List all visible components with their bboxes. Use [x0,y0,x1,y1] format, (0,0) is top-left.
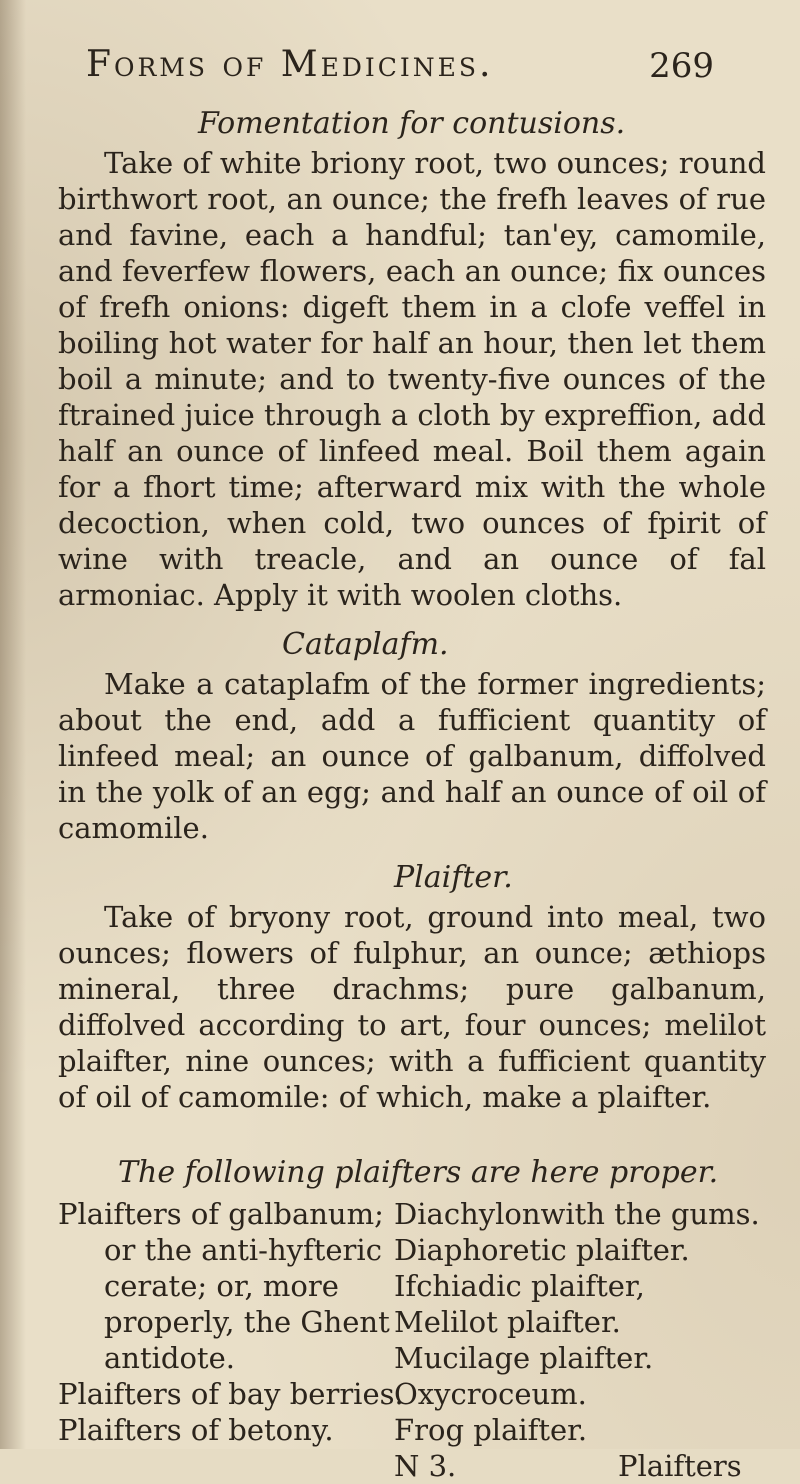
list-row [58,1232,766,1268]
list-row [58,1340,766,1376]
following-heading: The following plaifters are here proper. [118,1155,719,1190]
binding-shadow [0,0,26,1449]
cataplasm-heading: Cataplafm. [282,627,449,662]
plaister-paragraph: Take of bryony root, ground into meal, two ounces; flowers of fulphur, an ounce; æthiops mineral, three drachms; pure galbanum, diffolved according to art, four ounces; melilot plaifter, nine ounces; with a fufficient quantity of oil of camomile: of which, make a plaifter. [58,900,766,1114]
list-row [58,1412,766,1448]
list-item: properly, the Ghent [104,1305,390,1339]
list-item: Plaifters of bay berries. [58,1377,404,1411]
list-item: Oxycroceum. [394,1377,587,1411]
fomentation-paragraph: Take of white briony root, two ounces; round birthwort root, an ounce; the frefh leaves of rue and favine, each a handful; tan'ey, camomile, and feverfew flowers, each an ounce; fix ounces of frefh onions: digeft them in a clofe veffel in boiling hot water for half an hour, then let them boil a minute; and to twenty-five ounces of the ftrained juice through a cloth by expreffion, add half an ounce of linfeed meal. Boil them again for a fhort time; afterward mix with the whole decoction, when cold, two ounces of fpirit of wine with treacle, and an ounce of fal armoniac. Apply it with woolen cloths. [58,146,766,612]
list-item: Diaphoretic plaifter. [394,1233,690,1267]
running-head [58,40,766,98]
list-item: Frog plaifter. [394,1413,588,1447]
footer-row [58,1448,766,1484]
cataplasm-paragraph: Make a cataplafm of the former ingredients; about the end, add a fufficient quantity of linfeed meal; an ounce of galbanum, diffolved in the yolk of an egg; and half an ounce of oil of camomile. [58,667,766,845]
list-item: Mucilage plaifter. [394,1341,654,1375]
list-item: cerate; or, more [104,1269,339,1303]
plaisters-list [58,1196,766,1484]
catchword: Plaifters [618,1449,742,1483]
list-item: antidote. [104,1341,235,1375]
list-row [58,1268,766,1304]
page-number: 269 [649,46,714,86]
fomentation-heading: Fomentation for contusions. [198,106,626,141]
list-item: or the anti-hyfteric [104,1233,382,1267]
list-row [58,1196,766,1232]
list-item: Plaifters of galbanum; [58,1197,384,1231]
list-row [58,1304,766,1340]
running-title: Forms of Medicines. [86,44,494,85]
list-row [58,1376,766,1412]
list-item: Diachylonwith the gums. [394,1197,760,1231]
list-item: Melilot plaifter. [394,1305,621,1339]
signature-mark: N 3. [394,1449,457,1483]
list-item: Ifchiadic plaifter, [394,1269,645,1303]
plaister-heading: Plaifter. [394,860,513,895]
list-item: Plaifters of betony. [58,1413,334,1447]
